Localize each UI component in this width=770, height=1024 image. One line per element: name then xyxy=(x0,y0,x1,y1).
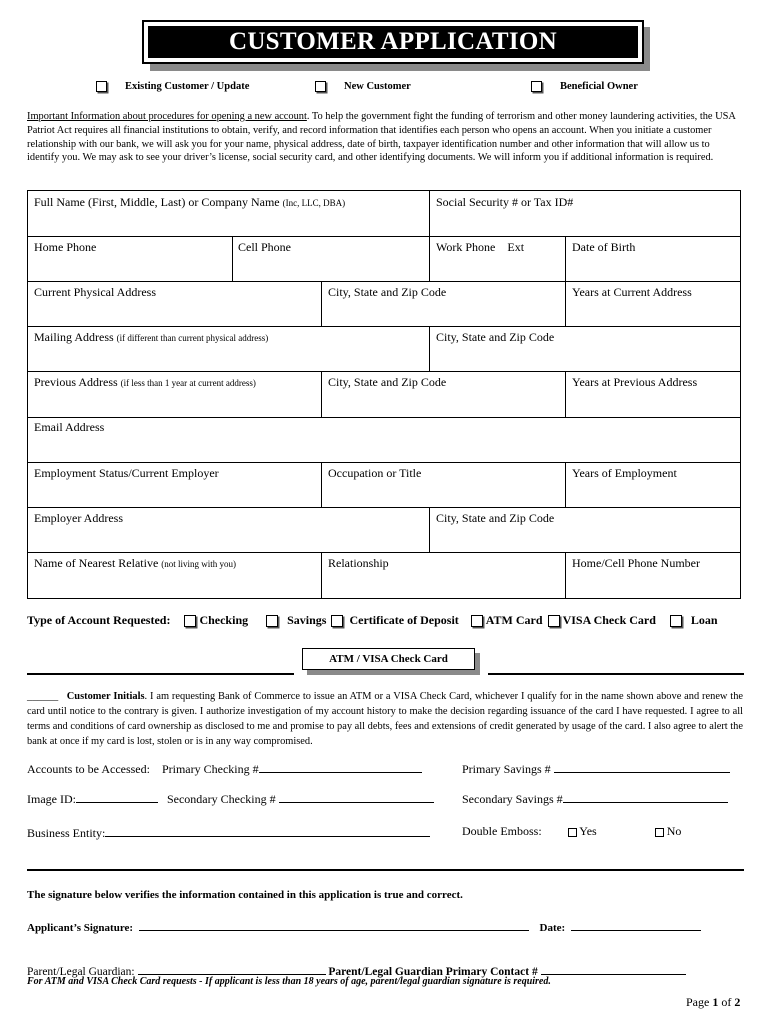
checkbox-icon[interactable] xyxy=(670,615,682,627)
applicant-signature-input[interactable] xyxy=(139,918,529,931)
info-lead: Important Information about procedures for opening a new account xyxy=(27,111,307,122)
application-form-table xyxy=(27,190,741,599)
option-new-customer[interactable]: New Customer xyxy=(315,81,411,92)
checkbox-icon[interactable] xyxy=(568,828,577,837)
checkbox-icon[interactable] xyxy=(331,615,343,627)
divider-line xyxy=(27,869,744,871)
previous-address-field[interactable]: Previous Address (if less than 1 year at current address) xyxy=(34,375,256,389)
email-field[interactable]: Email Address xyxy=(34,420,105,434)
account-option-savings[interactable]: Savings xyxy=(266,613,326,627)
double-emboss-no[interactable]: No xyxy=(655,824,682,838)
relative-phone-field[interactable]: Home/Cell Phone Number xyxy=(572,556,700,570)
option-beneficial-owner[interactable]: Beneficial Owner xyxy=(531,81,638,92)
checkbox-icon[interactable] xyxy=(315,81,326,92)
signature-note: The signature below verifies the information contained in this application is true and correct. xyxy=(27,889,463,901)
primary-checking-input[interactable] xyxy=(259,760,422,773)
applicant-signature-row: Applicant’s Signature: Date: xyxy=(27,918,701,934)
page-number: Page 1 of 2 xyxy=(686,995,741,1009)
physical-address-field[interactable]: Current Physical Address xyxy=(34,285,156,299)
employer-field[interactable]: Employment Status/Current Employer xyxy=(34,466,219,480)
account-type-label: Type of Account Requested: xyxy=(27,613,171,627)
home-phone-field[interactable]: Home Phone xyxy=(34,240,97,254)
primary-savings-row: Primary Savings # xyxy=(462,760,730,777)
checkbox-icon[interactable] xyxy=(531,81,542,92)
initials-blank[interactable]: ______ xyxy=(27,691,59,702)
date-of-birth-field[interactable]: Date of Birth xyxy=(572,240,636,254)
divider-line xyxy=(488,673,744,675)
checkbox-icon[interactable] xyxy=(96,81,107,92)
atm-section-header: ATM / VISA Check Card xyxy=(302,648,475,670)
customer-initials-label: Customer Initials xyxy=(66,691,145,702)
relationship-field[interactable]: Relationship xyxy=(328,556,389,570)
double-emboss-yes[interactable]: Yes xyxy=(568,824,597,838)
cell-phone-field[interactable]: Cell Phone xyxy=(238,240,291,254)
business-entity-input[interactable] xyxy=(105,824,430,837)
occupation-field[interactable]: Occupation or Title xyxy=(328,466,422,480)
business-entity-row: Business Entity: xyxy=(27,824,430,841)
nearest-relative-field[interactable]: Name of Nearest Relative (not living with you) xyxy=(34,556,237,570)
checkbox-icon[interactable] xyxy=(471,615,483,627)
primary-savings-input[interactable] xyxy=(554,760,730,773)
minor-signature-note: For ATM and VISA Check Card requests - If applicant is less than 18 years of age, parent/legal guardian signature is required. xyxy=(27,976,551,987)
important-information xyxy=(27,110,743,165)
account-option-atm[interactable]: ATM Card xyxy=(471,613,543,627)
secondary-checking-input[interactable] xyxy=(279,790,434,803)
option-existing-customer[interactable]: Existing Customer / Update xyxy=(96,81,249,92)
atm-agreement-text: ______ Customer Initials. I am requesting Bank of Commerce to issue an ATM or a VISA Check Card, whichever I qualify for in the name shown above and renew the card until notice to the contrary is given. I authorize investigation of my account history to make the decision regarding issuance of the card I have requested. I agree to all terms and conditions of card ownership as disclosed to me and promise to pay all debts, fees and extensions of credit generated by usage of the card. I also agree to alert the bank at once if my card is lost, stolen or is in any way compromised. xyxy=(27,691,743,747)
account-option-visa[interactable]: VISA Check Card xyxy=(548,613,656,627)
checkbox-icon[interactable] xyxy=(266,615,278,627)
account-option-loan[interactable]: Loan xyxy=(670,613,718,627)
previous-city-state-zip-field[interactable]: City, State and Zip Code xyxy=(328,375,447,389)
employer-city-state-zip-field[interactable]: City, State and Zip Code xyxy=(436,511,555,525)
secondary-savings-input[interactable] xyxy=(563,790,728,803)
employer-address-field[interactable]: Employer Address xyxy=(34,511,123,525)
years-current-address-field[interactable]: Years at Current Address xyxy=(572,285,692,299)
work-phone-field[interactable]: Work Phone Ext xyxy=(436,240,525,254)
account-option-checking[interactable]: Checking xyxy=(184,613,248,627)
guardian-signature-input[interactable] xyxy=(138,962,326,975)
checkbox-icon[interactable] xyxy=(655,828,664,837)
secondary-savings-row: Secondary Savings # xyxy=(462,790,728,807)
checkbox-icon[interactable] xyxy=(184,615,196,627)
ssn-field[interactable]: Social Security # or Tax ID# xyxy=(436,195,574,209)
account-type-row xyxy=(27,613,743,628)
divider-line xyxy=(27,673,294,675)
accounts-accessed-row: Accounts to be Accessed: Primary Checking # xyxy=(27,760,422,777)
signature-date-input[interactable] xyxy=(571,918,701,931)
years-employment-field[interactable]: Years of Employment xyxy=(572,466,677,480)
image-id-row: Image ID: Secondary Checking # xyxy=(27,790,434,807)
city-state-zip-field[interactable]: City, State and Zip Code xyxy=(328,285,447,299)
page-title: CUSTOMER APPLICATION xyxy=(148,26,638,58)
checkbox-icon[interactable] xyxy=(548,615,560,627)
account-option-cd[interactable]: Certificate of Deposit xyxy=(331,613,458,627)
info-body: . To help the government fight the funding of terrorism and other money laundering activities, the USA Patriot Act requires all financial institutions to obtain, verify, and record information that identifies each person who opens an account. When you initiate a customer relationship with our bank, we will ask you for your name, physical address, date of birth, taxpayer identification number and other information that will allow us to identify you. We may ask to see your driver’s license, social security card, and other identifying documents. We will inform you if additional information is required. xyxy=(27,111,736,164)
guardian-contact-input[interactable] xyxy=(541,962,686,975)
guardian-row: Parent/Legal Guardian: Parent/Legal Guardian Primary Contact # xyxy=(27,962,686,978)
years-previous-address-field[interactable]: Years at Previous Address xyxy=(572,375,698,389)
double-emboss-row: Double Emboss: Yes No xyxy=(462,824,682,838)
mailing-city-state-zip-field[interactable]: City, State and Zip Code xyxy=(436,330,555,344)
mailing-address-field[interactable]: Mailing Address (if different than current physical address) xyxy=(34,330,269,344)
image-id-input[interactable] xyxy=(76,790,158,803)
full-name-field[interactable]: Full Name (First, Middle, Last) or Company Name (Inc, LLC, DBA) xyxy=(34,195,346,209)
